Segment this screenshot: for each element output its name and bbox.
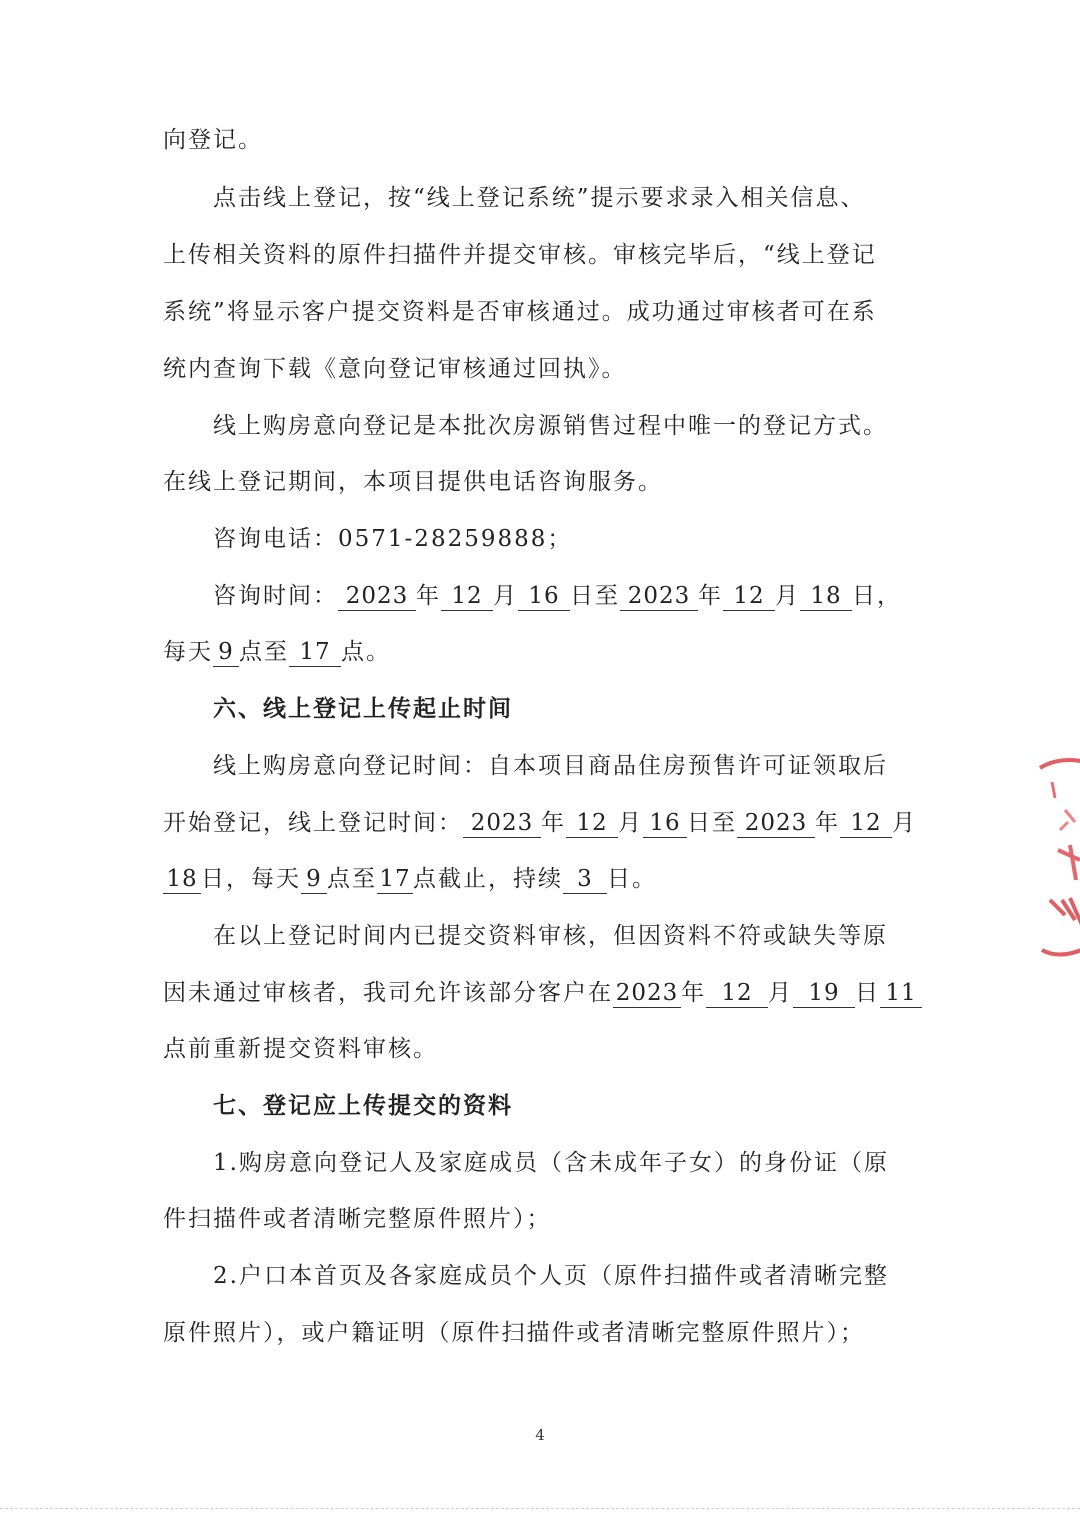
resubmit-time	[163, 977, 915, 1009]
text-line: 线上购房意向登记是本批次房源销售过程中唯一的登记方式。	[213, 413, 888, 439]
online-time	[163, 807, 915, 839]
unit-year: 年	[541, 810, 566, 836]
online-duration: 3	[563, 865, 607, 894]
resubmit-month: 12	[706, 979, 768, 1008]
text-line: 上传相关资料的原件扫描件并提交审核。审核完毕后，“线上登记	[163, 242, 877, 268]
unit-year: 年	[416, 583, 441, 609]
consult-time	[213, 580, 915, 612]
consult-hours	[163, 636, 915, 668]
text-line: 统内查询下载《意向登记审核通过回执》。	[163, 356, 627, 382]
unit-month: 月	[493, 583, 518, 609]
punct: ，	[877, 583, 902, 609]
resubmit-hour: 11	[880, 979, 922, 1008]
text-line: 向登记。	[163, 127, 263, 153]
section-heading-6: 六、线上登记上传起止时间	[213, 696, 513, 722]
unit-month: 月	[768, 980, 793, 1006]
consult-start-year: 2023	[338, 582, 416, 611]
list-item: 1.购房意向登记人及家庭成员（含未成年子女）的身份证（原	[213, 1150, 889, 1176]
text-line: 点前重新提交资料审核。	[163, 1036, 438, 1062]
online-end-day: 18	[163, 865, 201, 894]
consult-end-day: 18	[800, 582, 852, 611]
seal-stamp	[1030, 750, 1080, 970]
consult-hour-end: 17	[289, 638, 341, 667]
list-item: 2.户口本首页及各家庭成员个人页（原件扫描件或者清晰完整	[213, 1263, 889, 1289]
footer-divider	[0, 1508, 1080, 1509]
unit-month: 月	[618, 810, 643, 836]
page-number: 4	[535, 1426, 545, 1444]
text-line: 件扫描件或者清晰完整原件照片）；	[163, 1206, 552, 1232]
online-start-year: 2023	[463, 809, 541, 838]
unit-day: 日	[852, 583, 877, 609]
unit-day: 日	[201, 866, 226, 892]
online-hour-end: 17	[377, 865, 413, 894]
unit-dian: 点	[327, 866, 352, 892]
unit-day: 日	[607, 866, 632, 892]
unit-year: 年	[698, 583, 723, 609]
label: 咨询时间：	[213, 583, 338, 609]
consult-phone: 咨询电话：0571-28259888；	[213, 526, 573, 552]
unit-dian: 点	[341, 639, 366, 665]
text-line: 原件照片），或户籍证明（原件扫描件或者清晰完整原件照片）；	[163, 1320, 865, 1346]
unit-to: 至	[595, 583, 620, 609]
unit-to: 至	[712, 810, 737, 836]
online-end-year: 2023	[737, 809, 815, 838]
text-line: 在以上登记时间内已提交资料审核，但因资料不符或缺失等原	[213, 923, 888, 949]
online-start-day: 16	[643, 809, 687, 838]
section-heading-7: 七、登记应上传提交的资料	[213, 1093, 513, 1119]
consult-start-month: 12	[441, 582, 493, 611]
label: 每天	[251, 866, 301, 892]
unit-day: 日	[855, 980, 880, 1006]
unit-to: 至	[264, 639, 289, 665]
punct: 。	[632, 866, 657, 892]
unit-to: 至	[352, 866, 377, 892]
unit-month: 月	[775, 583, 800, 609]
text-line: 在线上登记期间，本项目提供电话咨询服务。	[163, 469, 663, 495]
text-line: 线上购房意向登记时间：自本项目商品住房预售许可证领取后	[213, 753, 888, 779]
label: 每天	[163, 639, 213, 665]
consult-end-year: 2023	[620, 582, 698, 611]
punct: ，	[226, 866, 251, 892]
unit-year: 年	[681, 980, 706, 1006]
consult-end-month: 12	[723, 582, 775, 611]
unit-dian: 点	[239, 639, 264, 665]
label: 因未通过审核者，我司允许该部分客户在	[163, 980, 613, 1006]
label: 截止，持续	[438, 866, 563, 892]
label: 开始登记，线上登记时间：	[163, 810, 463, 836]
text-line: 系统”将显示客户提交资料是否审核通过。成功通过审核者可在系	[163, 299, 877, 325]
online-hour-start: 9	[301, 865, 327, 894]
unit-dian: 点	[413, 866, 438, 892]
online-start-month: 12	[566, 809, 618, 838]
resubmit-day: 19	[793, 979, 855, 1008]
text-line: 点击线上登记，按“线上登记系统”提示要求录入相关信息、	[213, 185, 866, 211]
unit-year: 年	[815, 810, 840, 836]
unit-month: 月	[892, 810, 917, 836]
unit-day: 日	[687, 810, 712, 836]
consult-hour-start: 9	[213, 638, 239, 667]
online-hours	[163, 863, 915, 895]
resubmit-year: 2023	[613, 979, 681, 1008]
unit-day: 日	[570, 583, 595, 609]
punct: 。	[366, 639, 391, 665]
consult-start-day: 16	[518, 582, 570, 611]
online-end-month: 12	[840, 809, 892, 838]
